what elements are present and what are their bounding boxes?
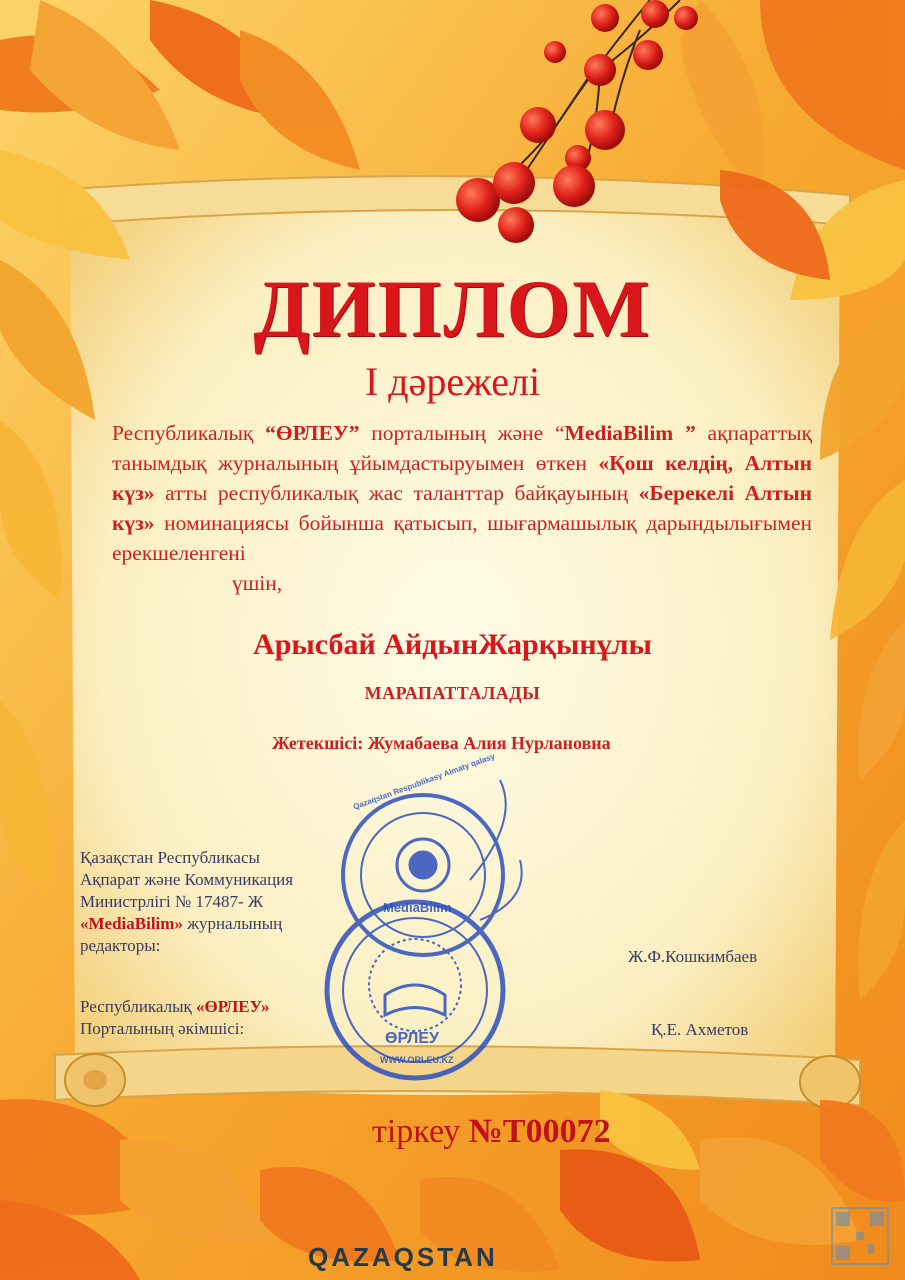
portal-admin-label: Порталының әкімшісі: (80, 1019, 245, 1038)
portal-orleu-bold: «ӨРЛЕУ» (196, 997, 270, 1016)
stamp-mediabilim-text: MediaBilim (383, 900, 452, 915)
mediabilim-bold: «MediaBilim» (80, 914, 183, 933)
stamp-orleu-text: ӨРЛЕУ (385, 1030, 439, 1047)
body-mediabilim-bold: MediaBilim ” (564, 421, 696, 445)
body-text-part: ақпараттық танымдық журналының ұйымдастыруымен өткен (112, 421, 812, 475)
registration-number (372, 1113, 611, 1151)
admin-signature-name: Қ.Е. Ахметов (651, 1020, 749, 1039)
portal-prefix: Республикалық (80, 997, 197, 1016)
stamp-outer-text: Qazaqstan Respublikasy Almaty qalasy (352, 751, 497, 812)
diploma-body-text (112, 418, 812, 598)
portal-block (80, 996, 270, 1040)
body-text-part: порталының және “ (359, 421, 565, 445)
ministry-line (80, 913, 293, 935)
ministry-line: Қазақстан Республикасы (80, 848, 260, 867)
awarded-label: МАРАПАТТАЛАДЫ (364, 683, 541, 703)
registration-prefix: тіркеу (372, 1113, 469, 1150)
body-nomination-name: «Берекелі Алтын күз» (112, 481, 812, 535)
brand-logo-text: QAZAQSTAN (308, 1242, 498, 1272)
body-contest-name: «Қош келдің, Алтын күз» (112, 451, 812, 505)
ministry-line: Министрлігі № 17487- Ж (80, 892, 264, 911)
portal-line (80, 996, 270, 1018)
diploma-degree: I дәрежелі (364, 359, 541, 404)
ministry-block (80, 847, 293, 957)
diploma-title: ДИПЛОМ (253, 263, 652, 354)
stamp-url-text: WWW.ORLEU.KZ (380, 1055, 454, 1065)
ministry-line: Ақпарат және Коммуникация (80, 870, 294, 889)
ministry-line-rest: журналының (182, 914, 283, 933)
body-orleu-bold: “ӨРЛЕУ” (265, 421, 360, 445)
body-text-part: атты республикалық жас таланттар байқауының (154, 481, 639, 505)
body-text-part: номинациясы бойынша қатысып, шығармашылық дарындылығымен ерекшеленгені (112, 511, 812, 565)
editor-label: редакторы: (80, 936, 161, 955)
body-text-part: Республикалық (112, 421, 266, 445)
body-last-line: үшін, (232, 571, 283, 595)
registration-code: №Т00072 (468, 1113, 611, 1150)
supervisor-name: Жетекшісі: Жумабаева Алия Нурлановна (272, 733, 611, 753)
editor-signature-name: Ж.Ф.Кошкимбаев (628, 947, 758, 966)
recipient-name: Арысбай АйдынЖарқынұлы (253, 628, 652, 661)
